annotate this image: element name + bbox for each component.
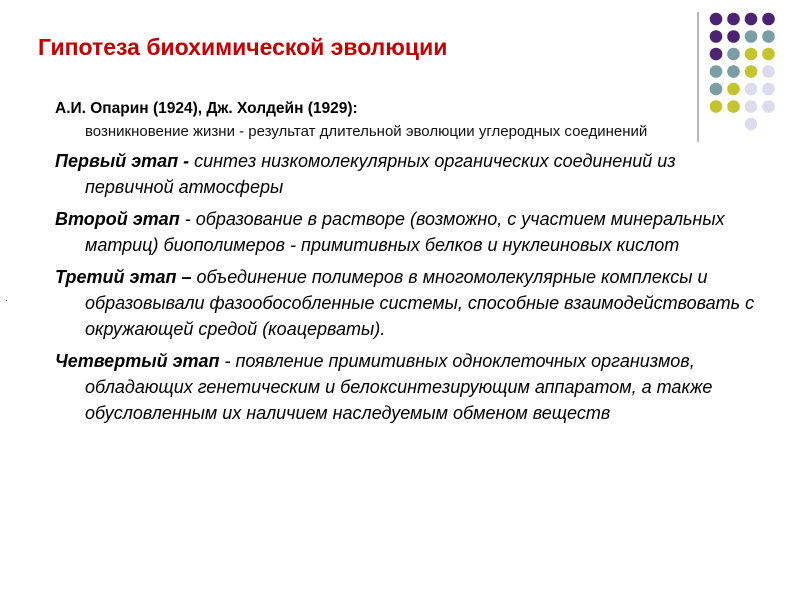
stage-3-text: объединение полимеров в многомолекулярные комплексы и образовывали фазообособленные системы, способные взаимодействовать с окружающей средой (коацерваты). <box>85 267 755 339</box>
authors-description: возникновение жизни - результат длительной эволюции углеродных соединений <box>85 123 648 140</box>
decorative-dot <box>745 30 758 43</box>
stage-4-text: - появление примитивных одноклеточных организмов, обладающих генетическим и белоксинтезирующим аппаратом, а также обусловленным их наличием наследуемым обменом веществ <box>85 351 713 423</box>
stage-2 <box>55 206 755 258</box>
decorative-dot <box>710 30 723 43</box>
decorative-dot <box>710 83 723 96</box>
decorative-dot <box>762 30 775 43</box>
decorative-dot <box>745 13 758 26</box>
decorative-dot <box>727 65 740 78</box>
decorative-dot <box>762 13 775 26</box>
decorative-dot <box>762 48 775 61</box>
stage-1 <box>55 148 755 200</box>
stage-4-label: Четвертый этап <box>55 351 220 371</box>
decorative-dot <box>727 83 740 96</box>
decorative-dot <box>727 13 740 26</box>
decorative-dot <box>727 48 740 61</box>
decorative-dot <box>710 48 723 61</box>
decorative-dot <box>762 100 775 113</box>
decorative-dot <box>710 65 723 78</box>
decorative-dot <box>762 83 775 96</box>
stage-3-label: Третий этап – <box>55 267 192 287</box>
stage-1-text: синтез низкомолекулярных органических соединений из первичной атмосферы <box>85 151 676 197</box>
slide-title: Гипотеза биохимической эволюции <box>38 34 448 60</box>
stage-4 <box>55 348 755 426</box>
stray-dot-marker: . <box>5 293 8 304</box>
decorative-dot <box>727 30 740 43</box>
stage-1-label: Первый этап - <box>55 151 190 171</box>
decorative-dot <box>762 65 775 78</box>
decorative-dot <box>710 13 723 26</box>
stage-2-label: Второй этап <box>55 209 180 229</box>
decorative-dot <box>745 65 758 78</box>
slide-body <box>55 97 755 426</box>
stage-3 <box>55 264 755 342</box>
decorative-dot <box>745 83 758 96</box>
stage-2-text: - образование в растворе (возможно, с участием минеральных матриц) биополимеров - примитивных белков и нуклеиновых кислот <box>85 209 725 255</box>
decorative-dot <box>745 48 758 61</box>
authors-line: А.И. Опарин (1924), Дж. Холдейн (1929): <box>55 100 358 117</box>
